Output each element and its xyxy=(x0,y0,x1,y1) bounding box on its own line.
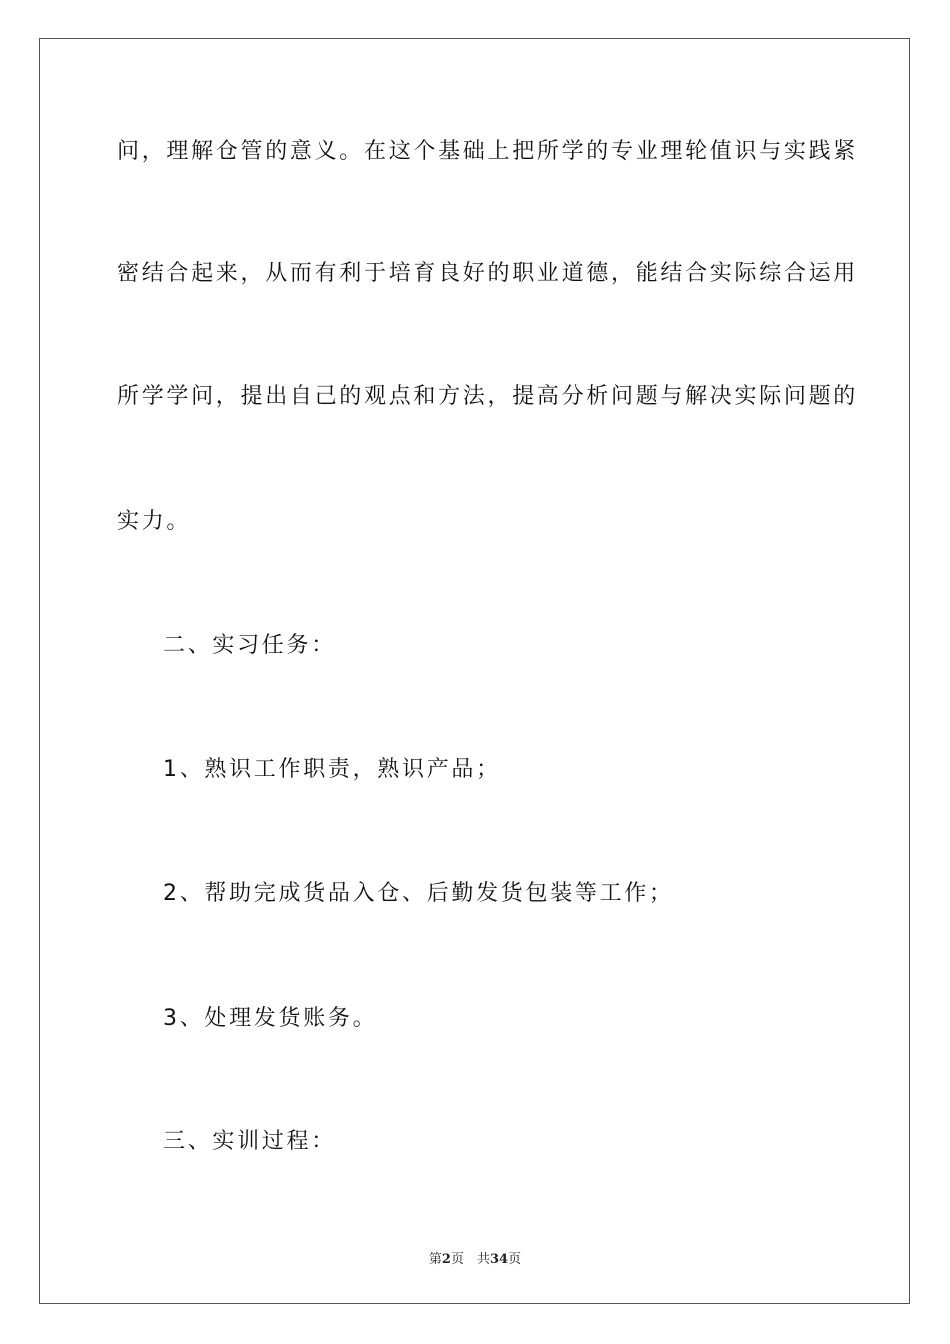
footer-page-number: 2 xyxy=(441,1252,451,1267)
page-border xyxy=(39,38,910,1304)
paragraph-line-2: 密结合起来，从而有利于培育良好的职业道德，能结合实际综合运用 xyxy=(117,261,859,286)
section-heading-tasks: 二、实习任务： xyxy=(163,633,336,658)
paragraph-line-4: 实力。 xyxy=(117,509,192,534)
task-item-3: 3、处理发货账务。 xyxy=(163,1006,378,1031)
footer-page-suffix: 页 xyxy=(508,1252,522,1267)
page-footer xyxy=(0,1248,950,1267)
footer-total-pages: 34 xyxy=(489,1252,509,1267)
paragraph-line-1: 问，理解仓管的意义。在这个基础上把所学的专业理轮值识与实践紧 xyxy=(117,139,859,164)
paragraph-line-3: 所学学问，提出自己的观点和方法，提高分析问题与解决实际问题的 xyxy=(117,384,859,409)
section-heading-process: 三、实训过程： xyxy=(163,1129,336,1154)
footer-page-prefix: 第 xyxy=(428,1252,442,1267)
task-item-1: 1、熟识工作职责，熟识产品； xyxy=(163,757,501,782)
footer-page-mid: 页 共 xyxy=(450,1252,490,1267)
task-item-2: 2、帮助完成货品入仓、后勤发货包装等工作； xyxy=(163,881,674,906)
